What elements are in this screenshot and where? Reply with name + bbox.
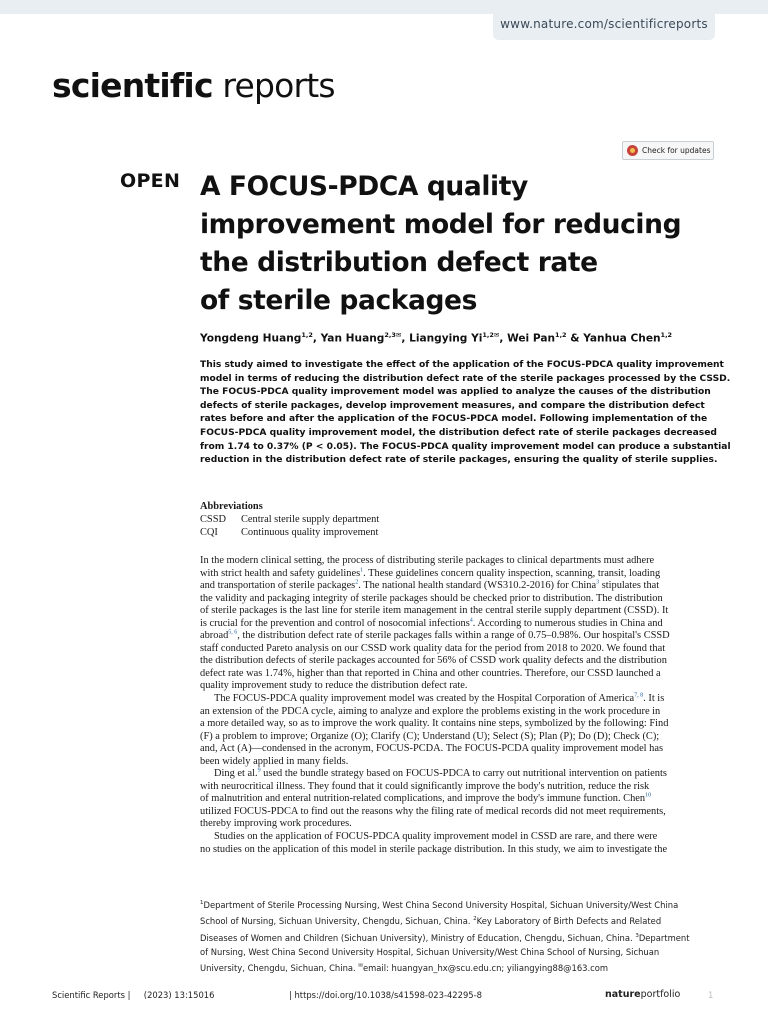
body-line <box>200 831 720 844</box>
affiliation-line <box>200 929 720 945</box>
body-line <box>200 781 720 794</box>
affiliation-text: email: huangyan_hx@scu.edu.cn; yiliangying88@163.com <box>362 963 609 974</box>
abbreviation-definition: Central sterile supply department <box>241 514 380 525</box>
body-line <box>200 693 720 706</box>
affiliation-text: Diseases of Women and Children (Sichuan University), Ministry of Education, Chengdu, Sichuan, China. <box>200 932 636 943</box>
abbreviations-heading: Abbreviations <box>200 501 263 512</box>
body-text-run: quality improvement study to reduce the distribution defect rate. <box>200 680 468 692</box>
abstract-line: rates before and after the application of the FOCUS-PDCA model. Following implementation of the <box>200 414 708 425</box>
abbreviation: CQI <box>200 527 218 538</box>
author-name[interactable]: Yongdeng Huang <box>200 332 302 345</box>
body-line <box>200 568 720 581</box>
citation-ref[interactable]: 5, 6 <box>228 629 238 636</box>
page-footer <box>52 990 715 1004</box>
author-affiliation: 1,2 <box>555 331 567 339</box>
body-text-run: a more detailed way, so as to improve the work quality. It contains nine steps, symbolized by the following: Find <box>200 718 669 730</box>
body-text-run: In the modern clinical setting, the process of distributing sterile packages to clinical departments must adhere <box>200 555 655 566</box>
affiliation-line <box>200 959 720 975</box>
body-line <box>200 756 720 769</box>
citation-ref[interactable]: 1 <box>360 567 364 574</box>
body-text-run: of malnutrition and enteral nutrition-related complications, and improve the body's immune function. Chen <box>200 793 646 805</box>
body-text-run: . It is <box>643 693 665 705</box>
journal-logo <box>52 66 335 105</box>
citation-ref[interactable]: 3 <box>596 579 600 586</box>
footer-citation <box>52 990 214 1000</box>
journal-logo-bold: scientific <box>52 66 213 105</box>
body-line <box>200 731 720 744</box>
author-affiliation: 1,2 <box>301 331 313 339</box>
body-text-run: of sterile packages is the last line for sterile item management in the central sterile supply department (CSSD). It <box>200 605 669 617</box>
page-number: 1 <box>708 990 714 1000</box>
body-text-run: abroad <box>200 630 229 642</box>
body-text-run: the validity and packaging integrity of sterile packages should be checked prior to distribution. The distribution <box>200 592 663 604</box>
affiliation-marker: 1 <box>200 900 204 906</box>
affiliation-text: of Nursing, West China Second University Hospital, Sichuan University/West China School of Nursing, Sichuan <box>200 946 660 957</box>
citation-ref[interactable]: 10 <box>645 792 652 799</box>
affiliation-line <box>200 912 720 928</box>
body-line <box>200 630 720 643</box>
abstract-line: model in terms of reducing the distribution defect rate of the sterile packages processed by the CSSD. <box>200 373 731 384</box>
body-text-run: thereby improving work procedures. <box>200 818 352 830</box>
check-for-updates-button[interactable] <box>622 141 714 160</box>
body-text-run: utilized FOCUS-PDCA to find out the reasons why the filing rate of medical records did not meet requirements, <box>200 805 666 817</box>
body-text-run: . These guidelines concern quality inspection, scanning, transit, loading <box>363 567 661 579</box>
body-line <box>200 680 720 693</box>
author-name[interactable]: Wei Pan <box>507 332 556 345</box>
body-text-run: stipulates that <box>599 580 660 592</box>
abbreviation-definition: Continuous quality improvement <box>241 527 379 538</box>
body-text-run: defect rate was 1.74%, higher than that reported in China and other countries. Therefore, our CSSD launched a <box>200 667 661 679</box>
body-text-run: with neurocritical illness. They found that it could significantly improve the body's nutrition, reduce the risk <box>200 780 650 792</box>
body-line <box>200 844 720 857</box>
abstract-line: FOCUS-PDCA quality improvement model, the distribution defect rate of sterile packages decreased <box>200 427 717 438</box>
body-line <box>200 743 720 756</box>
body-line <box>200 555 720 568</box>
body-line <box>200 806 720 819</box>
affiliation-marker: 2 <box>473 916 477 923</box>
body-text-run: (F) a problem to improve; Organize (O); Clarify (C); Understand (U); Select (S); Plan (P); Do (D); Check (C); <box>200 730 660 742</box>
author-separator: , <box>312 332 321 345</box>
abbreviation: CSSD <box>200 514 226 525</box>
body-line <box>200 593 720 606</box>
open-access-label: OPEN <box>120 170 181 192</box>
author-separator: , <box>401 332 410 345</box>
article-title <box>200 168 720 320</box>
body-line <box>200 818 720 831</box>
body-text-run: Studies on the application of FOCUS-PDCA quality improvement model in CSSD are rare, and there were <box>214 831 658 843</box>
abstract-line: This study aimed to investigate the effect of the application of the FOCUS-PDCA quality improvement <box>200 360 724 370</box>
abbreviation-row <box>200 513 720 526</box>
body-line <box>200 580 720 593</box>
body-text-run: with strict health and safety guidelines <box>200 567 361 579</box>
publisher-logo <box>605 989 680 1000</box>
author-separator: , <box>499 332 508 345</box>
body-line <box>200 768 720 781</box>
body-text-run: The FOCUS-PDCA quality improvement model was created by the Hospital Corporation of America <box>214 693 635 705</box>
author-separator: & <box>566 332 584 345</box>
abstract-line: The FOCUS-PDCA quality improvement model was applied to analyze the causes of the distribution <box>200 387 711 398</box>
author-name[interactable]: Yan Huang <box>320 332 385 345</box>
body-text-run: used the bundle strategy based on FOCUS-PDCA to carry out nutritional intervention on patients <box>260 768 667 780</box>
body-text-run: is crucial for the prevention and control of nosocomial infections <box>200 617 470 629</box>
affiliation-marker: 3 <box>635 932 639 939</box>
body-line <box>200 706 720 719</box>
body-text-run: staff conducted Pareto analysis on our CSSD work quality data for the period from 2018 to 2020. We found that <box>200 642 666 654</box>
body-text-run: and transportation of sterile packages <box>200 580 356 592</box>
check-for-updates-label: Check for updates <box>642 146 711 155</box>
affiliation-text: Department of Sterile Processing Nursing, West China Second University Hospital, Sichuan University/West China <box>203 899 679 910</box>
abstract-line: from 1.74 to 0.37% (P < 0.05). The FOCUS-PDCA quality improvement model can produce a substantial <box>200 441 731 452</box>
affiliation-text: University, Chengdu, Sichuan, China. <box>200 963 359 974</box>
body-text-run: . According to numerous studies in China and <box>472 617 663 629</box>
body-text <box>200 555 720 856</box>
journal-logo-light: reports <box>212 66 335 105</box>
citation-ref[interactable]: 7, 8 <box>634 692 644 699</box>
body-text-run: the distribution defects of sterile packages accounted for 56% of CSSD work quality defects and the distribution <box>200 655 667 667</box>
journal-url[interactable]: www.nature.com/scientificreports <box>493 8 715 40</box>
author-affiliation: 1,2✉ <box>482 331 500 339</box>
affiliation-marker: ✉ <box>358 963 363 970</box>
affiliation-text: Key Laboratory of Birth Defects and Related <box>476 916 662 927</box>
title-line: of sterile packages <box>200 285 477 316</box>
publisher-logo-light: portfolio <box>640 989 681 1000</box>
footer-volume: (2023) 13:15016 <box>143 990 215 1000</box>
body-text-run: no studies on the application of this model in sterile package distribution. In this study, we aim to investigate the <box>200 843 668 855</box>
abbreviations <box>200 500 720 539</box>
abstract <box>200 359 731 468</box>
publisher-logo-bold: nature <box>605 989 641 1000</box>
body-line <box>200 643 720 656</box>
footer-journal: Scientific Reports | <box>52 990 131 1000</box>
body-line <box>200 668 720 681</box>
author-list <box>200 331 720 345</box>
footer-doi[interactable]: | https://doi.org/10.1038/s41598-023-42295-8 <box>289 990 482 1000</box>
affiliations <box>200 896 720 976</box>
title-line: A FOCUS-PDCA quality <box>200 171 528 202</box>
body-text-run: . The national health standard (WS310.2-2016) for China <box>358 580 597 592</box>
author-name[interactable]: Liangying Yi <box>409 332 483 345</box>
body-text-run: , the distribution defect rate of sterile packages falls within a range of 0.75–0.98%. Our hospital's CSSD <box>237 630 670 642</box>
citation-ref[interactable]: 2 <box>355 579 359 586</box>
title-line: the distribution defect rate <box>200 247 598 278</box>
body-text-run: an extension of the PDCA cycle, aiming to analyze and explore the problems existing in the work procedure in <box>200 705 661 717</box>
crossmark-icon <box>627 145 638 156</box>
author-affiliation: 2,3✉ <box>384 331 402 339</box>
abbreviation-row <box>200 526 720 539</box>
body-text-run: and, Act (A)—condensed in the acronym, FOCUS-PCDA. The FOCUS-PCDA quality improvement model has <box>200 743 664 755</box>
affiliation-line <box>200 896 720 912</box>
citation-ref[interactable]: 9 <box>257 767 261 774</box>
affiliation-text: School of Nursing, Sichuan University, Chengdu, Sichuan, China. <box>200 916 474 927</box>
title-line: improvement model for reducing <box>200 209 682 240</box>
author-name[interactable]: Yanhua Chen <box>583 332 661 345</box>
abstract-line: reduction in the distribution defect rate of sterile packages, ensuring the quality of sterile supplies. <box>200 455 718 466</box>
body-text-run: Ding et al. <box>214 768 258 780</box>
abstract-line: defects of sterile packages, develop improvement measures, and compare the distribution defect <box>200 400 705 411</box>
body-text-run: been widely applied in many fields. <box>200 755 349 767</box>
citation-ref[interactable]: 4 <box>469 617 473 624</box>
author-affiliation: 1,2 <box>660 331 673 339</box>
affiliation-line <box>200 945 720 960</box>
body-line <box>200 655 720 668</box>
body-line <box>200 605 720 618</box>
body-line <box>200 618 720 631</box>
body-line <box>200 718 720 731</box>
affiliation-text: Department <box>638 932 690 943</box>
body-line <box>200 793 720 806</box>
